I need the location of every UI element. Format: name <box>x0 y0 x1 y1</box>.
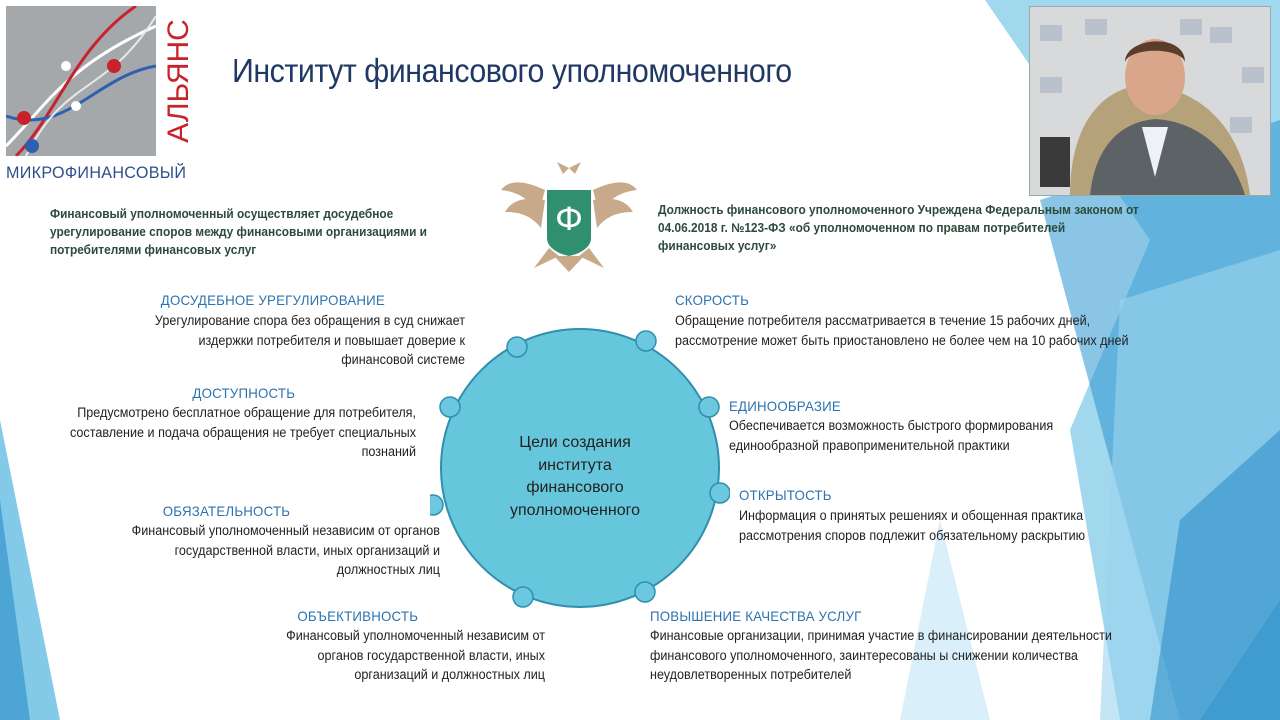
goal-heading-objectivity: ОБЪЕКТИВНОСТЬ <box>297 608 418 624</box>
goal-heading-speed: СКОРОСТЬ <box>675 292 750 308</box>
goal-heading-pretrial: ДОСУДЕБНОЕ УРЕГУЛИРОВАНИЕ <box>160 292 385 308</box>
goal-text-accessibility: Предусмотрено бесплатное обращение для потребителя, составление и подача обращения не требует специальных познаний <box>69 405 417 459</box>
intro-right: Должность финансового уполномоченного Учреждена Федеральным законом от 04.06.2018 г. №123-ФЗ «об уполномоченном по правам потребителей финансовых услуг» <box>658 203 1139 253</box>
diagram-node <box>430 495 443 515</box>
goal-text-quality: Финансовые организации, принимая участие в финансировании деятельности финансового уполномоченного, заинтересованы ы снижении количества неудовлетворенных потребителей <box>650 628 1112 682</box>
diagram-node <box>636 331 656 351</box>
presenter-video-icon <box>1030 7 1270 195</box>
presenter-webcam <box>1029 6 1271 196</box>
goal-text-uniformity: Обеспечивается возможность быстрого формирования единообразной правоприменительной практики <box>729 418 1054 453</box>
goal-text-objectivity: Финансовый уполномоченный независим от органов государственной власти, иных организаций и должностных лиц <box>286 628 545 682</box>
intro-left: Финансовый уполномоченный осуществляет досудебное урегулирование споров между финансовыми организациями и потребителями финансовых услуг <box>50 207 427 257</box>
diagram-node <box>699 397 719 417</box>
logo-vertical-text <box>160 6 200 156</box>
slide-title: Институт финансового уполномоченного <box>232 52 792 89</box>
logo-subtitle: МИКРОФИНАНСОВЫЙ <box>6 163 187 182</box>
goal-text-obligation: Финансовый уполномоченный независим от органов государственной власти, иных организаций и должностных лиц <box>131 523 440 577</box>
goal-heading-quality: ПОВЫШЕНИЕ КАЧЕСТВА УСЛУГ <box>650 608 862 624</box>
svg-text:АЛЬЯНС: АЛЬЯНС <box>161 19 195 143</box>
diagram-node <box>635 582 655 602</box>
svg-text:Ф: Ф <box>555 200 583 238</box>
microfinance-alliance-logo <box>6 6 156 156</box>
diagram-node <box>710 483 730 503</box>
diagram-node <box>440 397 460 417</box>
goal-heading-obligation: ОБЯЗАТЕЛЬНОСТЬ <box>162 503 290 519</box>
goal-text-speed: Обращение потребителя рассматривается в течение 15 рабочих дней, рассмотрение может быть приостановлено не более чем на 10 рабочих дней <box>675 313 1129 348</box>
goal-heading-uniformity: ЕДИНООБРАЗИЕ <box>729 398 841 414</box>
diagram-center-label: Цели создания института финансового уполномоченного <box>509 434 640 519</box>
diagram-node <box>513 587 533 607</box>
financial-ombudsman-emblem <box>499 160 639 275</box>
goal-text-pretrial: Урегулирование спора без обращения в суд снижает издержки потребителя и повышает доверие к финансовой системе <box>154 313 465 367</box>
goal-heading-openness: ОТКРЫТОСТЬ <box>739 487 832 503</box>
diagram-node <box>507 337 527 357</box>
goal-text-openness: Информация о принятых решениях и обощенная практика рассмотрения споров подлежит обязательному раскрытию <box>739 508 1086 543</box>
goal-heading-accessibility: ДОСТУПНОСТЬ <box>192 385 295 401</box>
